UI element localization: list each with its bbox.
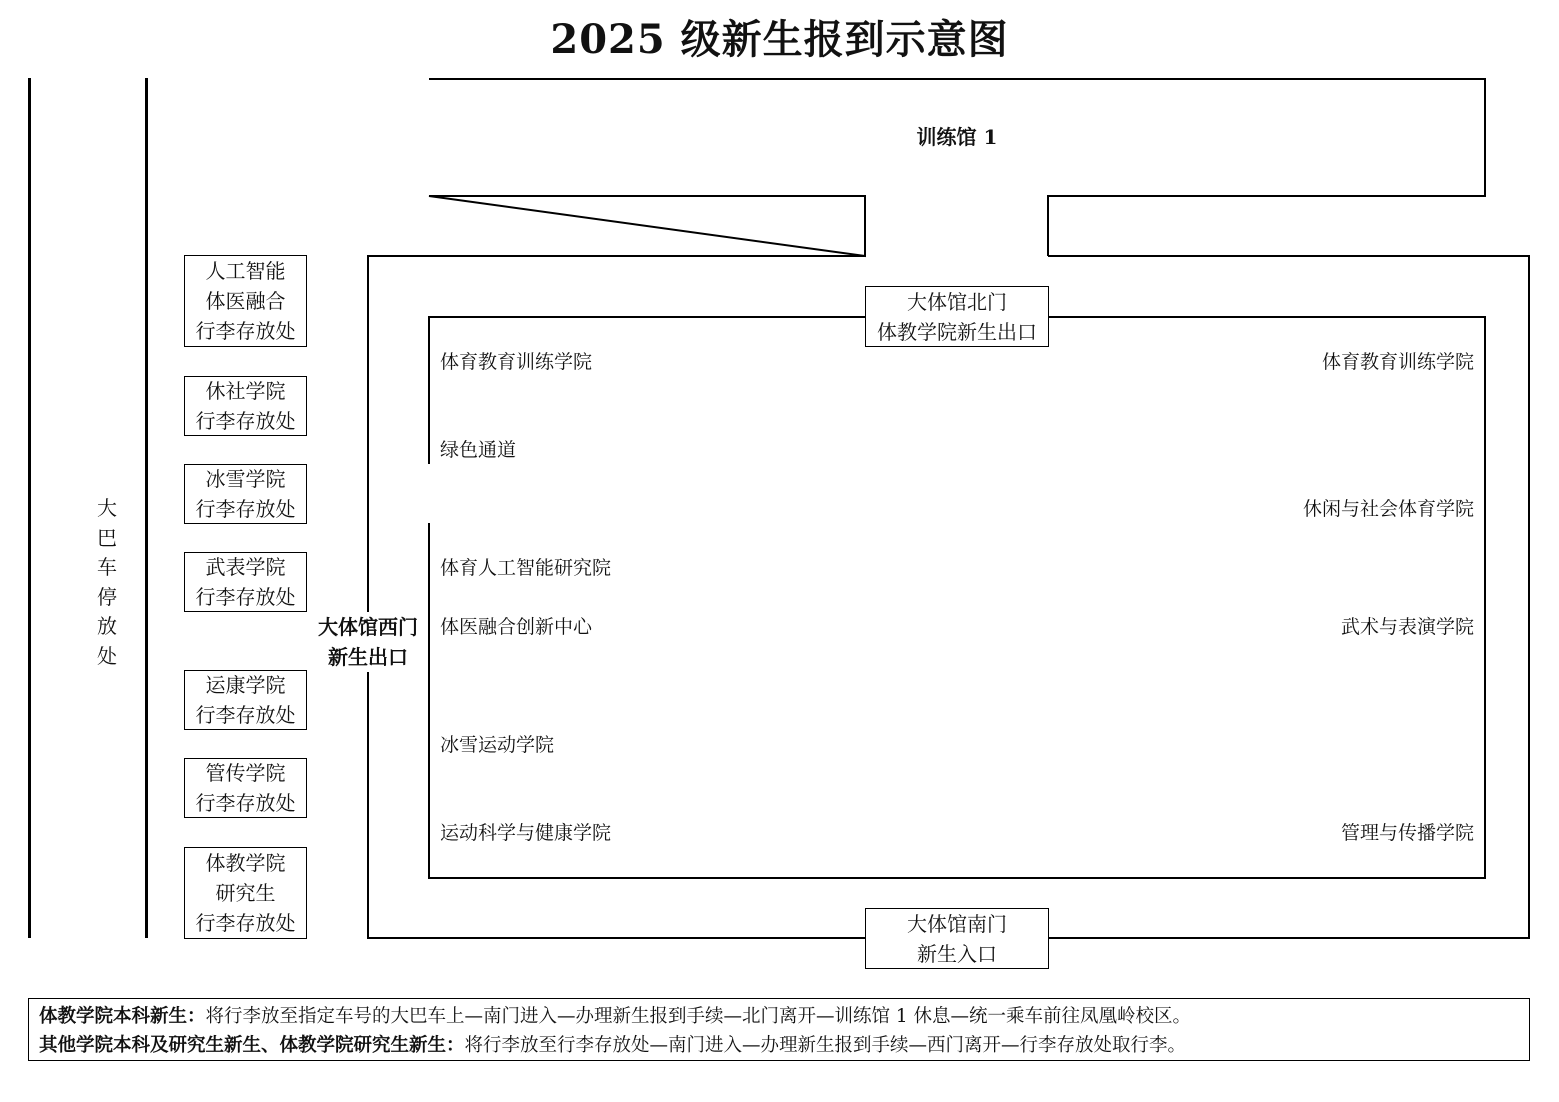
- college-label-left-pe-education: 体育教育训练学院: [440, 351, 593, 373]
- college-label-sports-medicine: 体医融合创新中心: [440, 616, 593, 638]
- college-label-sports-ai: 体育人工智能研究院: [440, 557, 612, 579]
- instruction-line-others: 其他学院本科及研究生新生、体教学院研究生新生：将行李放至行李存放处—南门进入—办理新生报到手续—西门离开—行李存放处取行李。: [39, 1035, 1187, 1056]
- instruction-line-pe: 体教学院本科新生：将行李放至指定车号的大巴车上—南门进入—办理新生报到手续—北门离开—训练馆 1 休息—统一乘车前往凤凰岭校区。: [39, 1006, 1192, 1027]
- north-gate: 大体馆北门 体教学院新生出口: [865, 286, 1049, 347]
- luggage-point-pe-graduate: 体教学院 研究生 行李存放处: [184, 847, 307, 939]
- luggage-point-ai-sports-medicine: 人工智能 体医融合 行李存放处: [184, 255, 307, 347]
- green-channel-label: 绿色通道: [440, 439, 517, 461]
- luggage-point-sport-health: 运康学院 行李存放处: [184, 670, 307, 730]
- luggage-point-leisure-social: 休社学院 行李存放处: [184, 376, 307, 436]
- registration-hall-wall: [429, 317, 1485, 878]
- college-label-ice-snow: 冰雪运动学院: [440, 734, 555, 756]
- south-gate: 大体馆南门 新生入口: [865, 908, 1049, 969]
- college-label-leisure-social: 休闲与社会体育学院: [1302, 498, 1474, 520]
- instructions-box: [28, 998, 1530, 1061]
- luggage-point-management-communication: 管传学院 行李存放处: [184, 758, 307, 818]
- bus-area-label: 大 巴 车 停 放 处: [97, 496, 117, 668]
- page-title: 2025 级新生报到示意图: [550, 16, 1009, 63]
- college-label-martial-arts: 武术与表演学院: [1340, 616, 1474, 638]
- training-hall-outline: [429, 79, 1485, 256]
- west-gate: 大体馆西门 新生出口: [314, 612, 422, 672]
- college-label-right-pe-education: 体育教育训练学院: [1321, 351, 1474, 373]
- luggage-point-ice-snow: 冰雪学院 行李存放处: [184, 464, 307, 524]
- luggage-point-martial-arts: 武表学院 行李存放处: [184, 552, 307, 612]
- college-label-sport-science-health: 运动科学与健康学院: [440, 822, 612, 844]
- college-label-management-communication: 管理与传播学院: [1340, 822, 1474, 844]
- training-hall-label: 训练馆 1: [916, 125, 998, 149]
